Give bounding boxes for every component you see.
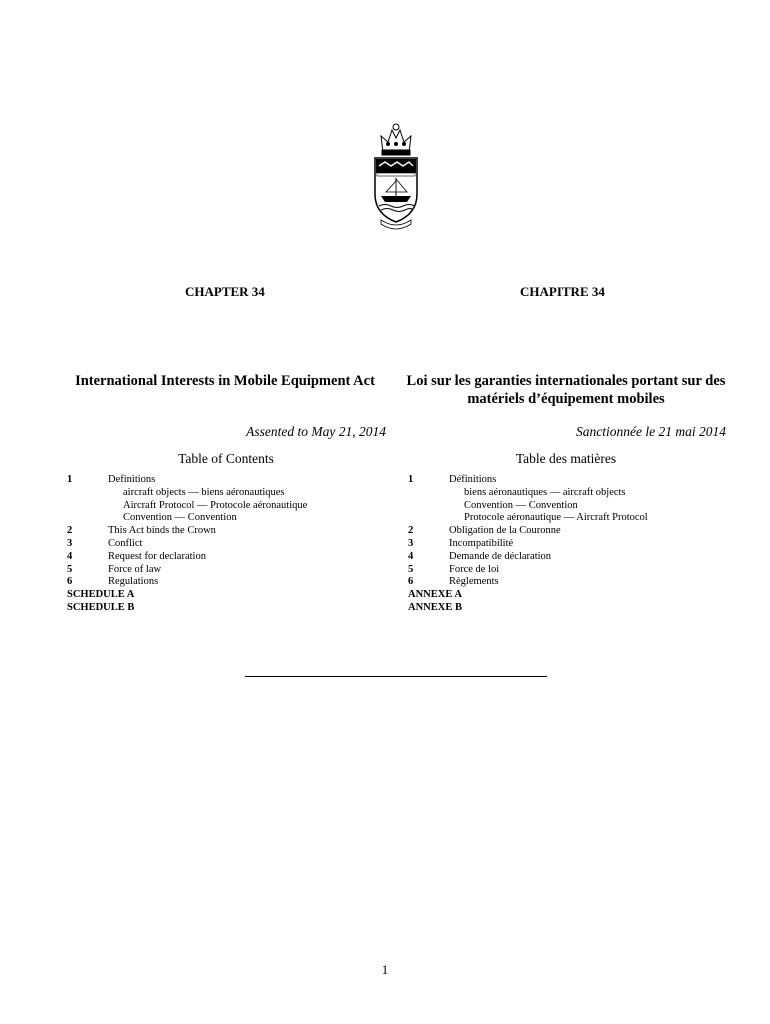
toc-schedule-entry: ANNEXE A [408, 589, 462, 601]
toc-schedule-entry: SCHEDULE A [67, 589, 135, 601]
toc-definition-entry: biens aéronautiques — aircraft objects [464, 486, 626, 498]
royal-coat-of-arms-icon [367, 122, 425, 230]
toc-section-number: 2 [67, 525, 73, 537]
toc-section-label: Définitions [449, 474, 497, 485]
toc-entry[interactable] [408, 538, 738, 551]
act-title-french: Loi sur les garanties internationales portant sur des matériels d’équipement mobiles [406, 373, 726, 407]
toc-entry[interactable] [408, 500, 738, 513]
toc-section-label: Demande de déclaration [449, 550, 552, 562]
toc-section-number: 1 [67, 474, 73, 485]
toc-definition-entry: Convention — Convention [123, 512, 237, 524]
toc-definition-entry: Convention — Convention [464, 499, 578, 511]
assent-date-english: Assented to May 21, 2014 [246, 424, 386, 439]
toc-section-number: 3 [408, 537, 414, 549]
toc-section-label: Force of law [108, 563, 162, 575]
toc-section-number: 6 [408, 576, 414, 588]
chapter-number-english: CHAPTER 34 [185, 284, 265, 299]
toc-schedule-entry: SCHEDULE B [67, 601, 135, 613]
toc-section-number: 3 [67, 537, 73, 549]
toc-entry[interactable] [67, 576, 397, 589]
page-number: 1 [381, 962, 389, 977]
table-of-contents-french [408, 474, 738, 615]
toc-section-label: Regulations [108, 576, 159, 588]
toc-section-number: 4 [408, 550, 414, 562]
horizontal-rule [245, 676, 547, 677]
toc-section-number: 6 [67, 576, 73, 588]
toc-entry[interactable] [408, 602, 738, 615]
table-of-contents-english [67, 474, 397, 615]
toc-section-number: 5 [408, 563, 414, 575]
toc-section-label: Incompatibilité [449, 537, 514, 549]
toc-heading-english: Table of Contents [178, 451, 274, 466]
toc-entry[interactable] [67, 589, 397, 602]
toc-section-number: 2 [408, 525, 414, 537]
toc-entry[interactable] [408, 512, 738, 525]
toc-entry[interactable] [408, 487, 738, 500]
toc-section-number: 4 [67, 550, 73, 562]
toc-entry[interactable] [408, 576, 738, 589]
toc-section-label: Obligation de la Couronne [449, 525, 561, 537]
toc-entry[interactable] [67, 538, 397, 551]
toc-section-label: Conflict [108, 537, 143, 549]
toc-entry[interactable] [67, 512, 397, 525]
chapter-number-french: CHAPITRE 34 [520, 284, 605, 299]
toc-entry[interactable] [67, 602, 397, 615]
toc-entry[interactable] [408, 589, 738, 602]
toc-section-label: This Act binds the Crown [108, 525, 216, 537]
act-title-english: International Interests in Mobile Equipment Act [75, 373, 375, 389]
toc-entry[interactable] [67, 551, 397, 564]
toc-heading-french: Table des matières [515, 451, 617, 466]
toc-section-label: Force de loi [449, 563, 500, 575]
toc-entry[interactable] [408, 551, 738, 564]
assent-date-french: Sanctionnée le 21 mai 2014 [576, 424, 726, 439]
toc-definition-entry: Protocole aéronautique — Aircraft Protocol [464, 512, 648, 524]
toc-section-label: Definitions [108, 474, 156, 485]
toc-definition-entry: Aircraft Protocol — Protocole aéronautique [123, 499, 308, 511]
toc-entry[interactable] [67, 474, 397, 487]
toc-section-label: Request for declaration [108, 550, 206, 562]
toc-definition-entry: aircraft objects — biens aéronautiques [123, 486, 285, 498]
toc-section-number: 1 [408, 474, 414, 485]
toc-entry[interactable] [67, 500, 397, 513]
toc-entry[interactable] [67, 487, 397, 500]
toc-entry[interactable] [408, 525, 738, 538]
toc-section-label: Règlements [449, 576, 499, 588]
toc-entry[interactable] [67, 525, 397, 538]
toc-entry[interactable] [67, 564, 397, 577]
toc-entry[interactable] [408, 564, 738, 577]
toc-schedule-entry: ANNEXE B [408, 601, 462, 613]
toc-entry[interactable] [408, 474, 738, 487]
toc-section-number: 5 [67, 563, 73, 575]
